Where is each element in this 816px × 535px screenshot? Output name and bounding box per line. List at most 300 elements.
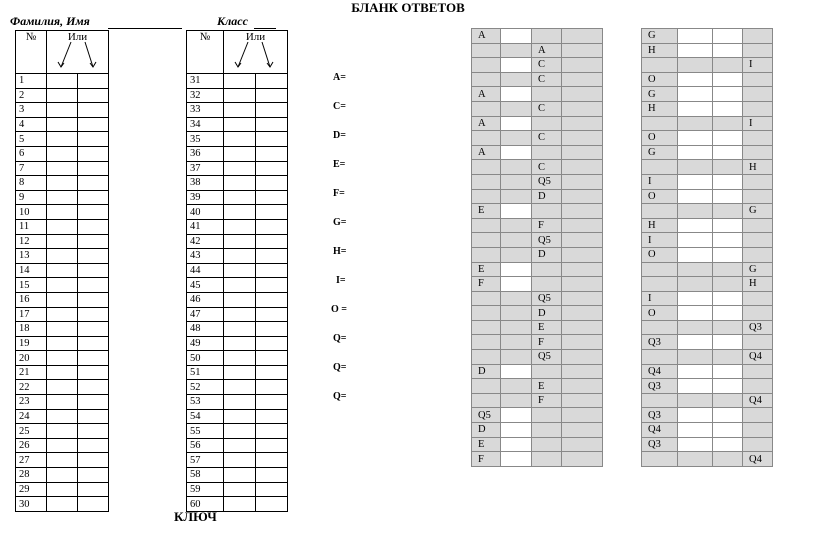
key-cell <box>642 452 678 467</box>
alt-answer-cell[interactable] <box>256 322 288 337</box>
alt-answer-cell[interactable] <box>256 132 288 147</box>
answer-row <box>187 205 288 220</box>
answer-cell[interactable] <box>47 278 78 293</box>
answer-cell[interactable] <box>47 292 78 307</box>
answer-cell[interactable] <box>224 380 256 395</box>
answer-row <box>16 409 109 424</box>
key-cell: O <box>642 247 678 262</box>
alt-answer-cell[interactable] <box>78 468 109 483</box>
answer-cell[interactable] <box>224 365 256 380</box>
key-cell <box>472 350 501 365</box>
key-cell: I <box>642 174 678 189</box>
key-cell <box>642 160 678 175</box>
answer-row <box>16 453 109 468</box>
key-cell <box>743 408 773 423</box>
answer-cell[interactable] <box>224 74 256 89</box>
key-cell <box>678 204 713 219</box>
alt-answer-cell[interactable] <box>78 453 109 468</box>
answer-row <box>187 146 288 161</box>
answer-cell[interactable] <box>47 336 78 351</box>
question-number: 37 <box>187 161 224 176</box>
alt-answer-cell[interactable] <box>78 497 109 512</box>
key-cell: G <box>743 204 773 219</box>
answer-row <box>16 497 109 512</box>
alt-answer-cell[interactable] <box>78 395 109 410</box>
answer-cell[interactable] <box>47 190 78 205</box>
key-cell <box>562 320 603 335</box>
key-cell: E <box>472 262 501 277</box>
key-row <box>642 262 773 277</box>
answer-row <box>16 117 109 132</box>
key-cell <box>642 116 678 131</box>
answer-cell[interactable] <box>47 146 78 161</box>
key-row <box>642 131 773 146</box>
alt-answer-cell[interactable] <box>256 380 288 395</box>
answer-cell[interactable] <box>47 176 78 191</box>
key-row <box>472 58 603 73</box>
key-cell <box>501 364 532 379</box>
question-number: 30 <box>16 497 47 512</box>
answer-row <box>16 88 109 103</box>
answer-table-right <box>186 30 288 512</box>
key-cell <box>678 437 713 452</box>
alt-answer-cell[interactable] <box>256 117 288 132</box>
answer-row <box>187 103 288 118</box>
alt-answer-cell[interactable] <box>78 307 109 322</box>
alt-answer-cell[interactable] <box>78 438 109 453</box>
key-cell <box>501 116 532 131</box>
key-cell <box>713 87 743 102</box>
alt-answer-cell[interactable] <box>256 161 288 176</box>
key-cell <box>678 174 713 189</box>
alt-answer-cell[interactable] <box>256 307 288 322</box>
question-number: 46 <box>187 292 224 307</box>
key-cell: E <box>472 437 501 452</box>
key-cell <box>532 452 562 467</box>
question-number: 51 <box>187 365 224 380</box>
key-cell: F <box>472 452 501 467</box>
or-label: Или <box>67 31 88 43</box>
alt-answer-cell[interactable] <box>78 380 109 395</box>
alt-answer-cell[interactable] <box>256 438 288 453</box>
key-cell <box>743 233 773 248</box>
key-cell <box>501 262 532 277</box>
alt-answer-cell[interactable] <box>256 482 288 497</box>
key-cell <box>562 145 603 160</box>
key-cell <box>713 131 743 146</box>
answer-row <box>16 438 109 453</box>
formula-label: Q= <box>333 391 347 402</box>
key-cell: C <box>532 58 562 73</box>
or-header <box>47 31 109 74</box>
key-row <box>472 335 603 350</box>
answer-cell[interactable] <box>224 453 256 468</box>
key-cell: D <box>532 247 562 262</box>
key-cell <box>743 43 773 58</box>
alt-answer-cell[interactable] <box>78 219 109 234</box>
answer-cell[interactable] <box>224 146 256 161</box>
question-number: 44 <box>187 263 224 278</box>
key-cell <box>678 379 713 394</box>
key-cell <box>713 306 743 321</box>
key-cell <box>713 262 743 277</box>
answer-cell[interactable] <box>224 219 256 234</box>
key-cell <box>743 306 773 321</box>
key-row <box>642 393 773 408</box>
answer-cell[interactable] <box>224 132 256 147</box>
answer-cell[interactable] <box>47 234 78 249</box>
answer-row <box>187 482 288 497</box>
answer-cell[interactable] <box>47 205 78 220</box>
question-number: 27 <box>16 453 47 468</box>
question-number: 43 <box>187 249 224 264</box>
answer-row <box>16 322 109 337</box>
key-cell <box>713 160 743 175</box>
answer-cell[interactable] <box>224 205 256 220</box>
key-cell: D <box>532 306 562 321</box>
key-cell <box>501 43 532 58</box>
key-cell <box>678 218 713 233</box>
key-row <box>472 437 603 452</box>
key-cell <box>562 72 603 87</box>
alt-answer-cell[interactable] <box>78 424 109 439</box>
question-number: 3 <box>16 103 47 118</box>
formula-label: C= <box>333 101 346 112</box>
answer-cell[interactable] <box>47 351 78 366</box>
key-row <box>642 379 773 394</box>
answer-cell[interactable] <box>224 117 256 132</box>
key-cell <box>562 277 603 292</box>
key-cell: F <box>532 393 562 408</box>
answer-cell[interactable] <box>47 161 78 176</box>
alt-answer-cell[interactable] <box>78 263 109 278</box>
question-number: 15 <box>16 278 47 293</box>
answer-cell[interactable] <box>224 161 256 176</box>
formula-label: I= <box>336 275 346 286</box>
answer-cell[interactable] <box>224 409 256 424</box>
key-cell <box>743 423 773 438</box>
answer-cell[interactable] <box>224 351 256 366</box>
alt-answer-cell[interactable] <box>256 74 288 89</box>
question-number: 55 <box>187 424 224 439</box>
key-cell: C <box>532 101 562 116</box>
alt-answer-cell[interactable] <box>78 205 109 220</box>
key-cell: I <box>642 291 678 306</box>
alt-answer-cell[interactable] <box>78 234 109 249</box>
key-cell <box>562 247 603 262</box>
alt-answer-cell[interactable] <box>256 249 288 264</box>
alt-answer-cell[interactable] <box>78 190 109 205</box>
key-cell <box>743 335 773 350</box>
name-label: Фамилия, Имя <box>10 14 90 28</box>
key-row <box>472 379 603 394</box>
answer-cell[interactable] <box>47 453 78 468</box>
key-cell <box>532 262 562 277</box>
key-cell: O <box>642 306 678 321</box>
answer-cell[interactable] <box>47 88 78 103</box>
key-cell: H <box>642 218 678 233</box>
key-row <box>642 145 773 160</box>
key-cell <box>562 335 603 350</box>
key-row <box>472 116 603 131</box>
key-row <box>642 116 773 131</box>
alt-answer-cell[interactable] <box>78 146 109 161</box>
key-cell <box>713 364 743 379</box>
key-cell <box>743 145 773 160</box>
question-number: 12 <box>16 234 47 249</box>
alt-answer-cell[interactable] <box>256 176 288 191</box>
answer-row <box>16 395 109 410</box>
key-cell <box>501 204 532 219</box>
alt-answer-cell[interactable] <box>78 278 109 293</box>
key-cell: Q5 <box>472 408 501 423</box>
key-cell <box>713 291 743 306</box>
key-row <box>472 364 603 379</box>
key-cell: E <box>532 320 562 335</box>
alt-answer-cell[interactable] <box>256 205 288 220</box>
key-row <box>472 43 603 58</box>
answer-row <box>187 117 288 132</box>
key-cell <box>501 335 532 350</box>
answer-row <box>16 351 109 366</box>
answer-row <box>16 424 109 439</box>
alt-answer-cell[interactable] <box>256 292 288 307</box>
question-number: 21 <box>16 365 47 380</box>
key-cell <box>713 174 743 189</box>
answer-row <box>16 146 109 161</box>
key-row <box>472 291 603 306</box>
alt-answer-cell[interactable] <box>78 351 109 366</box>
key-cell <box>472 160 501 175</box>
answer-row <box>187 453 288 468</box>
key-cell: Q5 <box>532 233 562 248</box>
alt-answer-cell[interactable] <box>78 88 109 103</box>
question-number: 8 <box>16 176 47 191</box>
alt-answer-cell[interactable] <box>78 117 109 132</box>
key-cell <box>472 291 501 306</box>
answer-cell[interactable] <box>224 438 256 453</box>
answer-row <box>16 365 109 380</box>
answer-cell[interactable] <box>224 497 256 512</box>
answer-cell[interactable] <box>47 395 78 410</box>
answer-cell[interactable] <box>224 395 256 410</box>
alt-answer-cell[interactable] <box>78 132 109 147</box>
answer-row <box>187 176 288 191</box>
question-number: 10 <box>16 205 47 220</box>
key-cell: Q3 <box>642 335 678 350</box>
key-cell <box>678 72 713 87</box>
key-cell: I <box>743 116 773 131</box>
question-number: 25 <box>16 424 47 439</box>
alt-answer-cell[interactable] <box>78 103 109 118</box>
alt-answer-cell[interactable] <box>78 292 109 307</box>
key-cell <box>743 364 773 379</box>
key-cell <box>678 277 713 292</box>
key-cell <box>501 87 532 102</box>
key-cell <box>743 87 773 102</box>
key-cell: I <box>743 58 773 73</box>
answer-cell[interactable] <box>47 74 78 89</box>
answer-cell[interactable] <box>47 249 78 264</box>
key-cell <box>472 101 501 116</box>
answer-cell[interactable] <box>224 263 256 278</box>
key-cell <box>713 408 743 423</box>
alt-answer-cell[interactable] <box>256 468 288 483</box>
alt-answer-cell[interactable] <box>78 365 109 380</box>
alt-answer-cell[interactable] <box>256 219 288 234</box>
key-cell: C <box>532 160 562 175</box>
key-row <box>472 131 603 146</box>
key-cell: Q4 <box>642 423 678 438</box>
key-cell <box>472 218 501 233</box>
key-cell <box>501 291 532 306</box>
answer-cell[interactable] <box>224 468 256 483</box>
answer-row <box>16 190 109 205</box>
key-cell <box>472 306 501 321</box>
answer-cell[interactable] <box>224 292 256 307</box>
number-header: № <box>187 31 224 74</box>
question-number: 54 <box>187 409 224 424</box>
alt-answer-cell[interactable] <box>256 146 288 161</box>
key-cell <box>678 350 713 365</box>
key-cell <box>501 160 532 175</box>
key-cell <box>713 423 743 438</box>
answer-cell[interactable] <box>47 438 78 453</box>
answer-row <box>187 249 288 264</box>
answer-cell[interactable] <box>47 322 78 337</box>
answer-cell[interactable] <box>47 424 78 439</box>
alt-answer-cell[interactable] <box>78 482 109 497</box>
key-cell: A <box>472 29 501 44</box>
question-number: 13 <box>16 249 47 264</box>
key-cell <box>678 43 713 58</box>
key-cell <box>501 306 532 321</box>
answer-cell[interactable] <box>47 132 78 147</box>
answer-cell[interactable] <box>224 307 256 322</box>
answer-cell[interactable] <box>47 103 78 118</box>
answer-cell[interactable] <box>47 482 78 497</box>
key-cell <box>472 58 501 73</box>
key-cell <box>562 306 603 321</box>
key-cell: O <box>642 189 678 204</box>
key-cell <box>743 101 773 116</box>
alt-answer-cell[interactable] <box>78 336 109 351</box>
name-field-line[interactable] <box>108 28 182 29</box>
formula-label: G= <box>333 217 347 228</box>
key-row <box>472 452 603 467</box>
answer-row <box>187 424 288 439</box>
alt-answer-cell[interactable] <box>78 176 109 191</box>
answer-cell[interactable] <box>224 322 256 337</box>
alt-answer-cell[interactable] <box>256 365 288 380</box>
answer-cell[interactable] <box>47 468 78 483</box>
class-field-line[interactable] <box>254 28 276 29</box>
key-cell: Q4 <box>743 452 773 467</box>
alt-answer-cell[interactable] <box>256 497 288 512</box>
answer-cell[interactable] <box>224 190 256 205</box>
alt-answer-cell[interactable] <box>78 161 109 176</box>
question-number: 45 <box>187 278 224 293</box>
answer-cell[interactable] <box>224 424 256 439</box>
answer-cell[interactable] <box>47 219 78 234</box>
answer-cell[interactable] <box>47 365 78 380</box>
formula-label: E= <box>333 159 346 170</box>
key-cell <box>501 58 532 73</box>
alt-answer-cell[interactable] <box>78 409 109 424</box>
key-cell <box>713 335 743 350</box>
key-cell <box>642 277 678 292</box>
key-cell <box>678 233 713 248</box>
key-cell <box>713 72 743 87</box>
answer-row <box>187 336 288 351</box>
alt-answer-cell[interactable] <box>256 351 288 366</box>
alt-answer-cell[interactable] <box>256 336 288 351</box>
alt-answer-cell[interactable] <box>256 234 288 249</box>
key-cell <box>562 452 603 467</box>
answer-cell[interactable] <box>224 103 256 118</box>
key-cell <box>713 452 743 467</box>
key-row <box>472 145 603 160</box>
answer-row <box>16 482 109 497</box>
answer-cell[interactable] <box>224 336 256 351</box>
alt-answer-cell[interactable] <box>78 74 109 89</box>
answer-cell[interactable] <box>224 249 256 264</box>
formula-label: Q= <box>333 333 347 344</box>
alt-answer-cell[interactable] <box>256 395 288 410</box>
key-cell <box>562 160 603 175</box>
answer-cell[interactable] <box>47 307 78 322</box>
alt-answer-cell[interactable] <box>256 278 288 293</box>
answer-cell[interactable] <box>224 88 256 103</box>
key-cell <box>562 379 603 394</box>
key-cell <box>743 72 773 87</box>
answer-cell[interactable] <box>224 278 256 293</box>
key-cell <box>713 218 743 233</box>
answer-cell[interactable] <box>47 380 78 395</box>
answer-cell[interactable] <box>224 234 256 249</box>
question-number: 20 <box>16 351 47 366</box>
key-cell <box>678 58 713 73</box>
alt-answer-cell[interactable] <box>256 424 288 439</box>
alt-answer-cell[interactable] <box>256 190 288 205</box>
question-number: 42 <box>187 234 224 249</box>
key-row <box>472 204 603 219</box>
answer-row <box>187 292 288 307</box>
key-cell: A <box>472 145 501 160</box>
or-header <box>224 31 288 74</box>
question-number: 47 <box>187 307 224 322</box>
answer-cell[interactable] <box>47 497 78 512</box>
answer-cell[interactable] <box>47 263 78 278</box>
alt-answer-cell[interactable] <box>256 88 288 103</box>
answer-cell[interactable] <box>224 176 256 191</box>
alt-answer-cell[interactable] <box>256 409 288 424</box>
alt-answer-cell[interactable] <box>78 322 109 337</box>
alt-answer-cell[interactable] <box>256 263 288 278</box>
alt-answer-cell[interactable] <box>256 103 288 118</box>
answer-row <box>187 307 288 322</box>
answer-cell[interactable] <box>47 117 78 132</box>
alt-answer-cell[interactable] <box>256 453 288 468</box>
key-cell <box>532 408 562 423</box>
answer-cell[interactable] <box>47 409 78 424</box>
answer-cell[interactable] <box>224 482 256 497</box>
question-number: 31 <box>187 74 224 89</box>
key-row <box>642 408 773 423</box>
alt-answer-cell[interactable] <box>78 249 109 264</box>
answer-row <box>16 74 109 89</box>
key-cell <box>713 101 743 116</box>
